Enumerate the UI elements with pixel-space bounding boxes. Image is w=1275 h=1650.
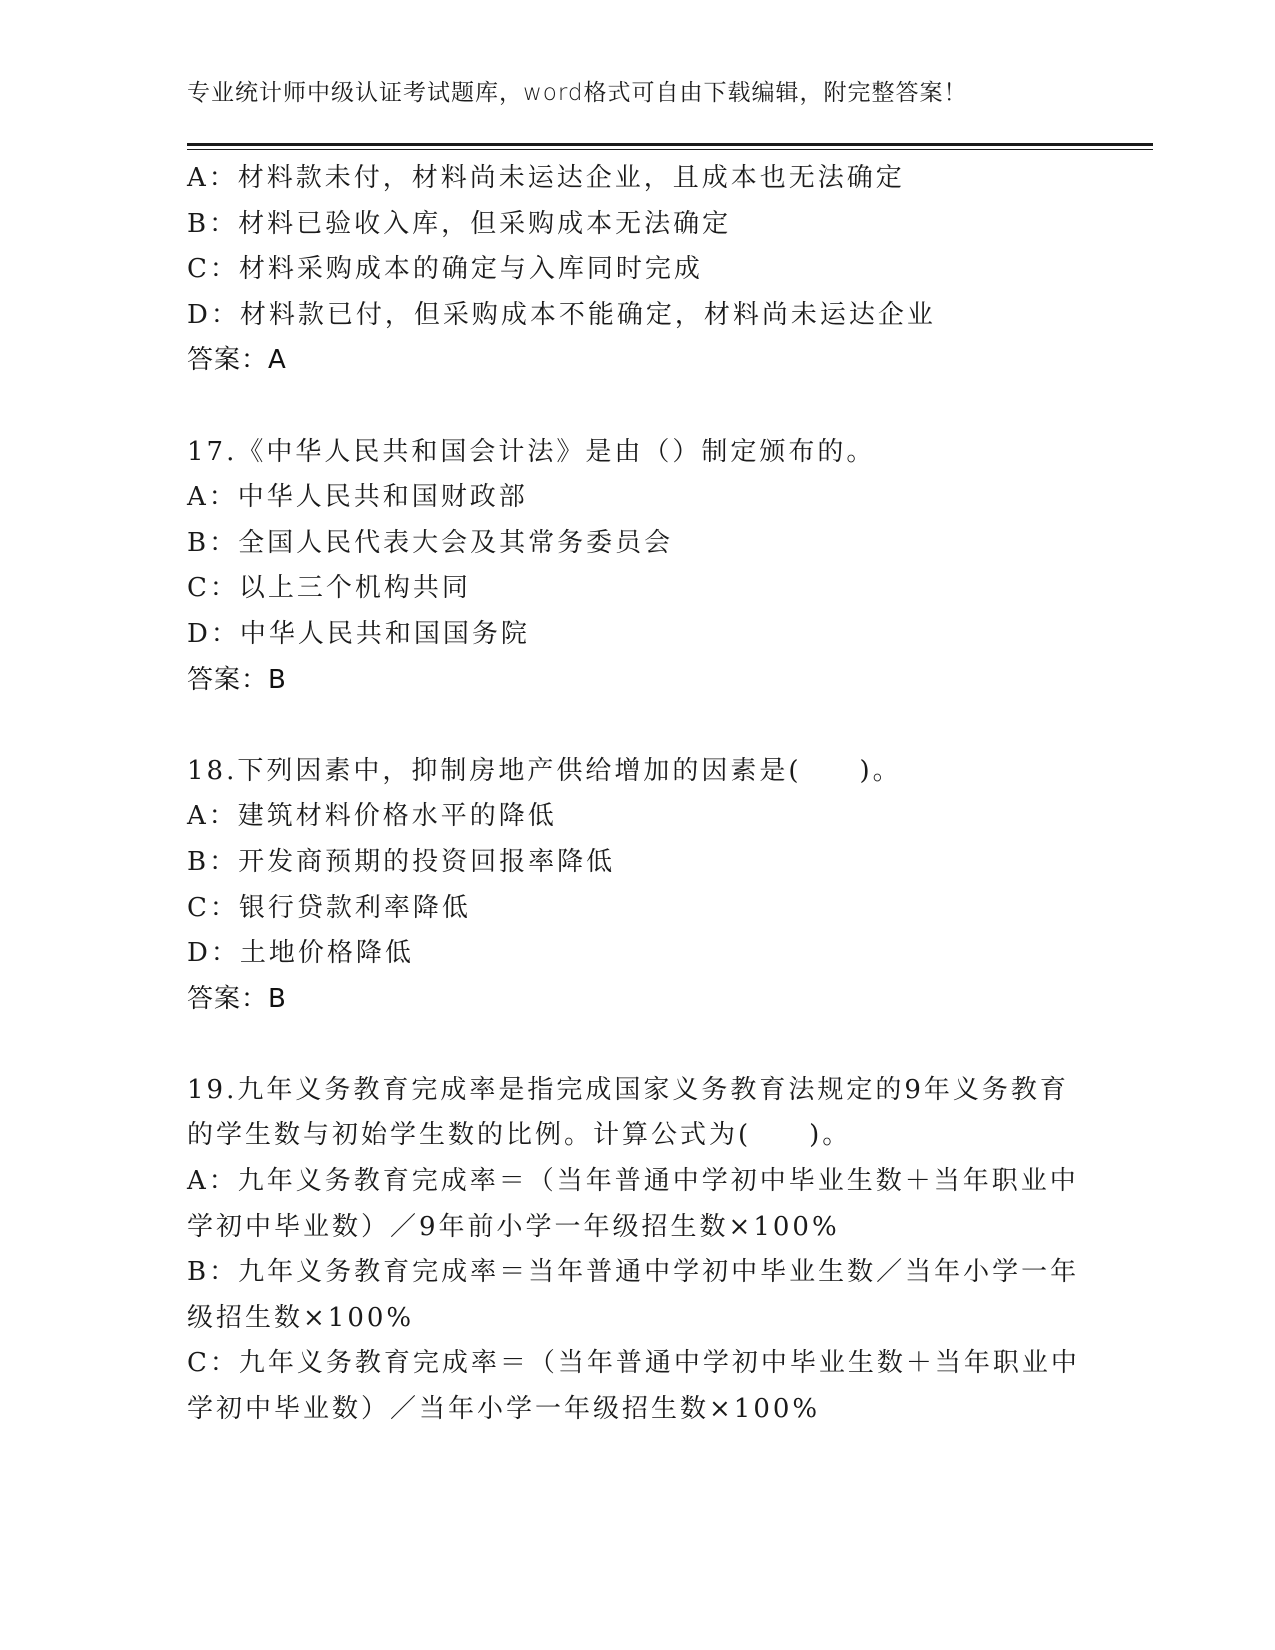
answer: 答案：A [187, 345, 287, 376]
question-19 [187, 1068, 1087, 1433]
document-body [187, 156, 1087, 1433]
document-header: 专业统计师中级认证考试题库，word格式可自由下载编辑，附完整答案！ [187, 80, 968, 106]
option-a: A：材料款未付，材料尚未运达企业，且成本也无法确定 [187, 163, 905, 193]
option-c-line-1: C：九年义务教育完成率＝（当年普通中学初中毕业生数＋当年职业中 [187, 1348, 1080, 1379]
header-rule-thin [187, 149, 1153, 150]
spacer [187, 703, 1087, 749]
header-rule-thick [187, 143, 1153, 146]
answer: 答案：B [187, 664, 287, 695]
option-c-line-2: 学初中毕业数）／当年小学一年级招生数×100% [187, 1394, 821, 1425]
option-b: B：全国人民代表大会及其常务委员会 [187, 527, 674, 558]
question-18 [187, 749, 1087, 1023]
option-c: C：材料采购成本的确定与入库同时完成 [187, 254, 703, 285]
option-b-line-2: 级招生数×100% [187, 1302, 415, 1333]
option-a: A：中华人民共和国财政部 [187, 482, 528, 513]
option-b: B：材料已验收入库，但采购成本无法确定 [187, 208, 732, 239]
option-a: A：建筑材料价格水平的降低 [187, 801, 557, 832]
option-c: C：银行贷款利率降低 [187, 892, 471, 923]
question-16 [187, 156, 1087, 384]
option-d: D：中华人民共和国国务院 [187, 618, 530, 649]
question-text-line-1: 19.九年义务教育完成率是指完成国家义务教育法规定的9年义务教育 [187, 1074, 1069, 1105]
option-a-line-2: 学初中毕业数）／9年前小学一年级招生数×100% [187, 1211, 840, 1242]
spacer [187, 384, 1087, 430]
spacer [187, 1022, 1087, 1068]
option-b: B：开发商预期的投资回报率降低 [187, 846, 616, 877]
option-d: D：材料款已付，但采购成本不能确定，材料尚未运达企业 [187, 299, 936, 330]
option-a-line-1: A：九年义务教育完成率＝（当年普通中学初中毕业生数＋当年职业中 [187, 1166, 1079, 1197]
question-17 [187, 430, 1087, 704]
question-text: 18.下列因素中，抑制房地产供给增加的因素是( )。 [187, 755, 902, 786]
option-d: D：土地价格降低 [187, 938, 414, 969]
question-text: 17.《中华人民共和国会计法》是由（）制定颁布的。 [187, 436, 876, 467]
question-text-line-2: 的学生数与初始学生数的比例。计算公式为( )。 [187, 1120, 852, 1151]
option-b-line-1: B：九年义务教育完成率＝当年普通中学初中毕业生数／当年小学一年 [187, 1257, 1080, 1288]
option-c: C：以上三个机构共同 [187, 573, 471, 604]
answer: 答案：B [187, 983, 287, 1014]
